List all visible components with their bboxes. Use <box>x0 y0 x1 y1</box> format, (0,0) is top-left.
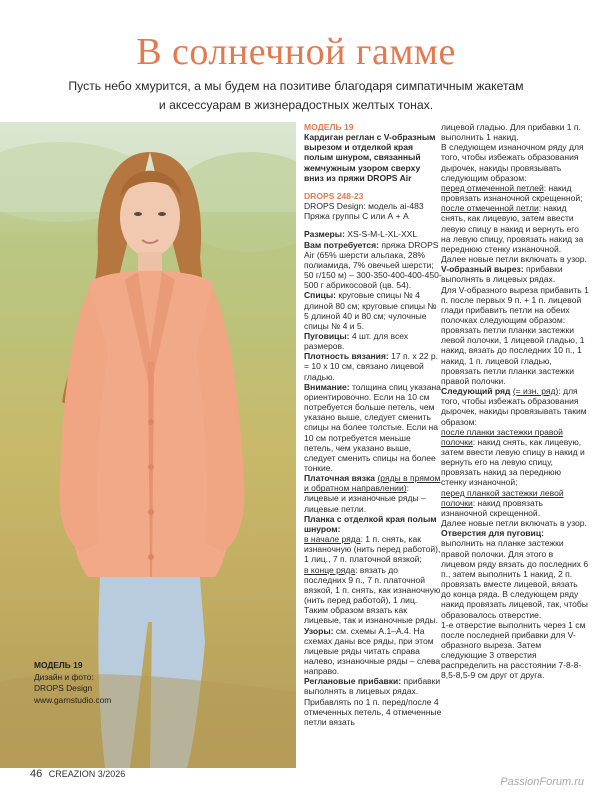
page-title: В солнечной гамме <box>136 31 456 73</box>
paragraph: перед планкой застежки левой полочки: накид провязать изнаночной скрещенной. <box>441 487 564 518</box>
sizes: Размеры: XS-S-M-L-XL-XXL <box>304 229 418 240</box>
raglan: Реглановые прибавки: прибавки выполнять в лицевых рядах. <box>304 676 441 697</box>
subtitle-line: Пусть небо хмурится, а мы будем на позитиве благодаря симпатичным жакетам <box>68 79 524 93</box>
text-column-1 <box>304 122 442 727</box>
yarn-group: Пряжа группы С или А + А <box>304 211 409 222</box>
materials: Вам потребуется: пряжа DROPS Air (65% шерсти альпака, 28% полиамида, 7% овечьей шерсти; 50 г/150 м) – 300-350-400-400-450-500 г абрикосовой (цв. 54). <box>304 239 442 291</box>
garter-stitch: Платочная вязка (ряды в прямом и обратном направлении): лицевые и изнаночные ряды – лицевые петли. <box>304 473 441 514</box>
credit-url: www.garnstudio.com <box>34 694 112 705</box>
text-column-2 <box>441 122 589 681</box>
buttonholes: Отверстия для пуговиц: выполнить на планке застежки правой полочки. Для этого в лицевом ряду вязать до последних 6 п., затем выполнить 1 накид, 2 п. провязать вместе лицевой, вязать до конца ряда. В следующем ряду накид провязать лицевой, так, чтобы образовалось отверстие. <box>441 528 589 620</box>
paragraph: после планки застежки правой полочки: накид снять, как лицевую, затем ввести левую спицу в накид и вернуть его на левую спицу, провязать накид за переднюю стенку изнаночной; <box>441 426 585 488</box>
watermark: PassionForum.ru <box>500 776 584 788</box>
paragraph: лицевой гладью. Для прибавки 1 п. выполнить 1 накид. <box>441 122 581 143</box>
band-heading: Планка с отделкой края полым шнуром: <box>304 513 437 534</box>
raglan-text: Прибавлять по 1 п. перед/после 4 отмеченных петель, 4 отмеченные петли вязать <box>304 696 442 727</box>
paragraph: Далее новые петли включать в узор. <box>441 254 587 265</box>
gauge: Плотность вязания: 17 п. х 22 р. = 10 х 10 см, связано лицевой гладью. <box>304 351 439 382</box>
attention: Внимание: толщина спиц указана ориентировочно. Если на 10 см потребуется больше петель, чем указано выше, следует сменить спицы на более толстые. Если на 10 см потребуется меньше петель, чем указано выше, следует сменить спицы на более тонкие. <box>304 381 441 473</box>
paragraph: Для V-образного выреза прибавить 1 п. после первых 9 п. + 1 п. лицевой глади прибавить петли на обеих полочках следующим образом: провязать петли планки застежки левой полочки, 1 лицевой гладью, 1 накид, вязать до последних 10 п., 1 накид, 1 п. лицевой гладью, провязать петли планки застежки правой полочки. <box>441 284 589 386</box>
paragraph: перед отмеченной петлей: накид провязать изнаночной скрещенной; <box>441 182 583 204</box>
credit-model: МОДЕЛЬ 19 <box>34 660 83 670</box>
design-line: DROPS Design: модель ai-483 <box>304 201 424 212</box>
row-start: в начале ряда: 1 п. снять, как изнаночную (нить перед работой), 1 лиц., 7 п. платочной вязкой; <box>304 534 441 565</box>
needles: Спицы: круговые спицы № 4 длиной 80 см; круговые спицы № 5 длиной 40 и 80 см; чулочные спицы № 4 и 5. <box>304 290 437 331</box>
photo-credit <box>34 660 184 706</box>
subtitle-line: и аксессуарам в жизнерадостных желтых тонах. <box>158 98 434 112</box>
buttons-info: Пуговицы: 4 шт. для всех размеров. <box>304 330 409 352</box>
model-label: МОДЕЛЬ 19 <box>304 122 354 132</box>
patterns: Узоры: см. схемы А.1–А.4. На схемах даны все ряды, при этом лицевые ряды читать справа налево, изнаночные ряды – слева направо. <box>304 625 441 677</box>
credit-line: DROPS Design <box>34 683 93 693</box>
paragraph: В следующем изнаночном ряду для того, чтобы избежать образования дырочек, накиды провязывать следующим образом: <box>441 142 584 183</box>
next-row: Следующий ряд (= изн. ряд): для того, чтобы избежать образования дырочек, накиды провязывать таким образом: <box>441 386 587 427</box>
row-end: в конце ряда: вязать до последних 9 п., 7 п. платочной вязкой, 1 п. снять, как изнаночную (нить перед работой), 1 лиц. <box>304 564 441 606</box>
drops-code: DROPS 248-23 <box>304 190 364 201</box>
subtitle <box>10 77 582 115</box>
page-number: 46 <box>30 768 43 780</box>
headline: Кардиган реглан с V-образным вырезом и отделкой края полым шнуром, связанный жемчужным узором сверху вниз из пряжи DROPS Air <box>304 132 436 183</box>
paragraph: 1-е отверстие выполнить через 1 см после последней прибавки для V-образного выреза. Затем следующие 3 отверстия распределить на расстоянии 7-8-8-8,5-8,5-9 см друг от друга. <box>441 619 586 681</box>
page-footer <box>30 768 125 780</box>
paragraph: Далее новые петли включать в узор. <box>441 518 587 529</box>
vneck: V-образный вырез: прибавки выполнять в лицевых рядах. <box>441 264 563 285</box>
row-tail: Таким образом вязать как лицевые, так и изнаночные ряды. <box>304 605 439 626</box>
magazine-issue: CREAZION 3/2026 <box>48 769 126 779</box>
credit-line: Дизайн и фото: <box>34 671 94 682</box>
paragraph: после отмеченной петли: накид снять, как лицевую, затем ввести левую спицу в накид и вернуть его на левую спицу, провязать накид за переднюю стенку изнаночной. <box>441 203 584 254</box>
